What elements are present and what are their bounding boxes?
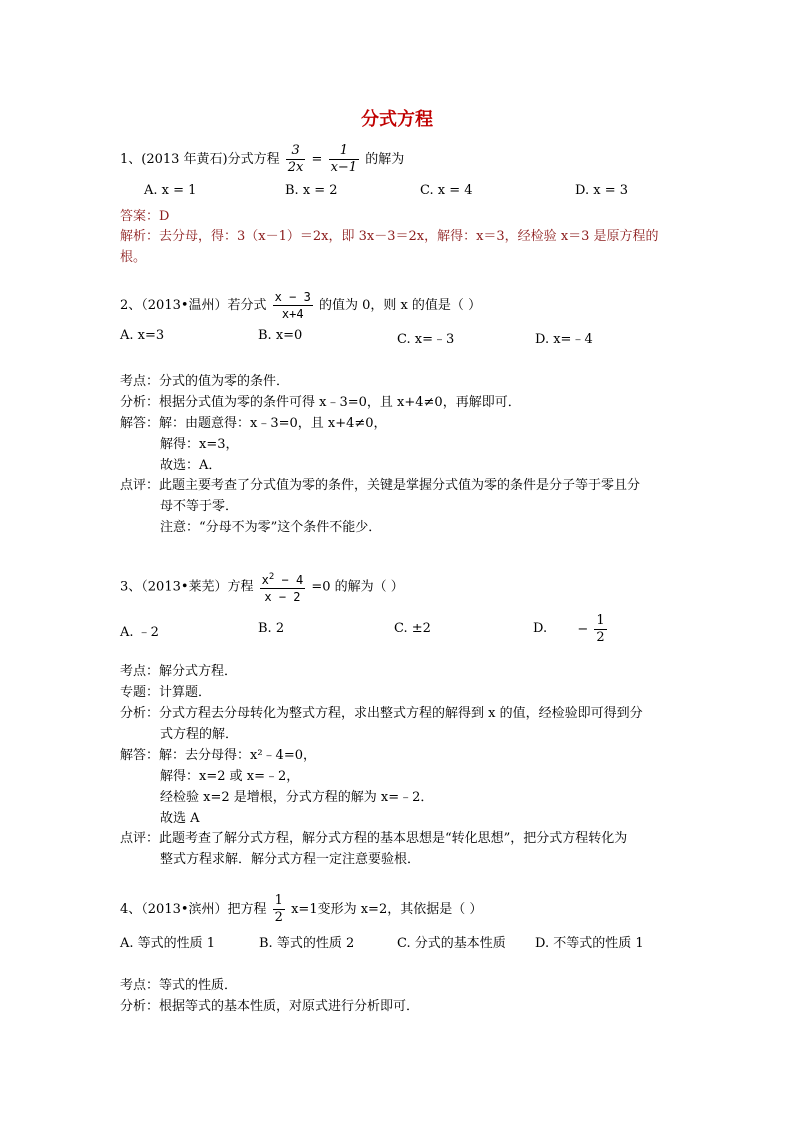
- question-2-option-a: A. x=3: [120, 328, 165, 343]
- question-4-option-c: C. 分式的基本性质: [397, 936, 506, 951]
- question-4-fraction: $\frac{1}{2}$: [274, 893, 283, 925]
- question-2-dianping-line-2: 母不等于零．: [160, 499, 239, 514]
- question-3-dianping-line-1: 点评：此题考查了解分式方程，解分式方程的基本思想是“转化思想”，把分式方程转化为: [120, 831, 628, 846]
- question-3-stem: 3、（2013•莱芜）方程 $\frac{x^2 - 4}{x - 2}$ =0 的解为（ ）: [120, 569, 404, 605]
- question-2-jieda-line-3: 故选：A．: [160, 458, 222, 473]
- question-1-answer: 答案：D: [120, 209, 170, 224]
- question-3-option-d-fraction: $\frac{1}{2}$: [596, 613, 605, 645]
- question-4-option-d: D. 不等式的性质 1: [535, 936, 644, 951]
- question-3-option-b: B. 2: [258, 621, 285, 636]
- question-3-option-a: A. ﹣2: [120, 625, 159, 640]
- question-3-fenxi-line-1: 分析：分式方程去分母转化为整式方程，求出整式方程的解得到 x 的值，经检验即可得到分: [120, 706, 643, 721]
- question-2-fenxi: 分析：根据分式值为零的条件可得 x﹣3=0，且 x+4≠0，再解即可．: [120, 395, 521, 410]
- question-2-kaodian: 考点：分式的值为零的条件．: [120, 374, 290, 389]
- question-1-option-b: B. x = 2: [285, 183, 338, 198]
- page-title: 分式方程: [361, 109, 433, 130]
- question-3-jieda-line-4: 故选 A: [160, 811, 200, 826]
- question-3-fraction: $\frac{x^2 - 4}{x - 2}$: [260, 569, 306, 605]
- question-1-fraction-1: $\frac{3}{2x}$: [287, 143, 304, 175]
- question-2-jieda-line-2: 解得：x=3，: [160, 437, 239, 452]
- question-2-fraction: $\frac{x - 3}{x+4}$: [274, 290, 311, 321]
- question-1-analysis-line-2: 根。: [120, 250, 147, 265]
- question-3-kaodian: 考点：解分式方程．: [120, 664, 238, 679]
- question-3-option-d: D. − $\frac{1}{2}$: [533, 613, 605, 645]
- question-4-option-a: A. 等式的性质 1: [120, 936, 216, 951]
- question-4-option-b: B. 等式的性质 2: [259, 936, 355, 951]
- question-2-option-d: D. x=﹣4: [535, 332, 593, 347]
- question-1-stem: 1、(2013 年黄石)分式方程 $\frac{3}{2x}$ = $\frac{1}{x-1}$ 的解为: [120, 143, 405, 175]
- question-1-option-c: C. x = 4: [420, 183, 473, 198]
- question-1-option-a: A. x = 1: [144, 183, 197, 198]
- question-3-option-c: C. ±2: [394, 621, 431, 636]
- question-3-jieda-line-1: 解答：解：去分母得：x²﹣4=0，: [120, 748, 316, 763]
- question-4-fenxi: 分析：根据等式的基本性质，对原式进行分析即可．: [120, 999, 420, 1014]
- question-3-jieda-line-3: 经检验 x=2 是增根，分式方程的解为 x=﹣2．: [160, 790, 434, 805]
- question-1-fraction-2: $\frac{1}{x-1}$: [330, 143, 358, 175]
- question-2-dianping-line-3: 注意：“分母不为零”这个条件不能少．: [160, 520, 382, 535]
- question-3-fenxi-line-2: 式方程的解．: [160, 727, 239, 742]
- question-2-jieda-line-1: 解答：解：由题意得：x﹣3=0，且 x+4≠0，: [120, 416, 387, 431]
- question-3-zhuanti: 专题：计算题．: [120, 685, 212, 700]
- question-1-prefix: 1、(2013 年黄石)分式方程: [120, 152, 280, 167]
- question-3-jieda-line-2: 解得：x=2 或 x=﹣2，: [160, 769, 300, 784]
- question-1-analysis-line-1: 解析：去分母，得：3（x－1）＝2x，即 3x－3＝2x，解得：x＝3，经检验 x＝3 是原方程的: [120, 229, 659, 244]
- question-2-stem: 2、（2013•温州）若分式 $\frac{x - 3}{x+4}$ 的值为 0，则 x 的值是（ ）: [120, 290, 482, 321]
- question-2-dianping-line-1: 点评：此题主要考查了分式值为零的条件，关键是掌握分式值为零的条件是分子等于零且分: [120, 478, 641, 493]
- question-4-stem: 4、（2013•滨州）把方程 $\frac{1}{2}$ x=1变形为 x=2，其依据是（ ）: [120, 893, 483, 925]
- question-2-option-c: C. x=﹣3: [397, 332, 455, 347]
- question-4-kaodian: 考点：等式的性质．: [120, 978, 238, 993]
- question-2-option-b: B. x=0: [258, 328, 303, 343]
- question-1-option-d: D. x = 3: [575, 183, 628, 198]
- question-3-dianping-line-2: 整式方程求解．解分式方程一定注意要验根．: [160, 852, 421, 867]
